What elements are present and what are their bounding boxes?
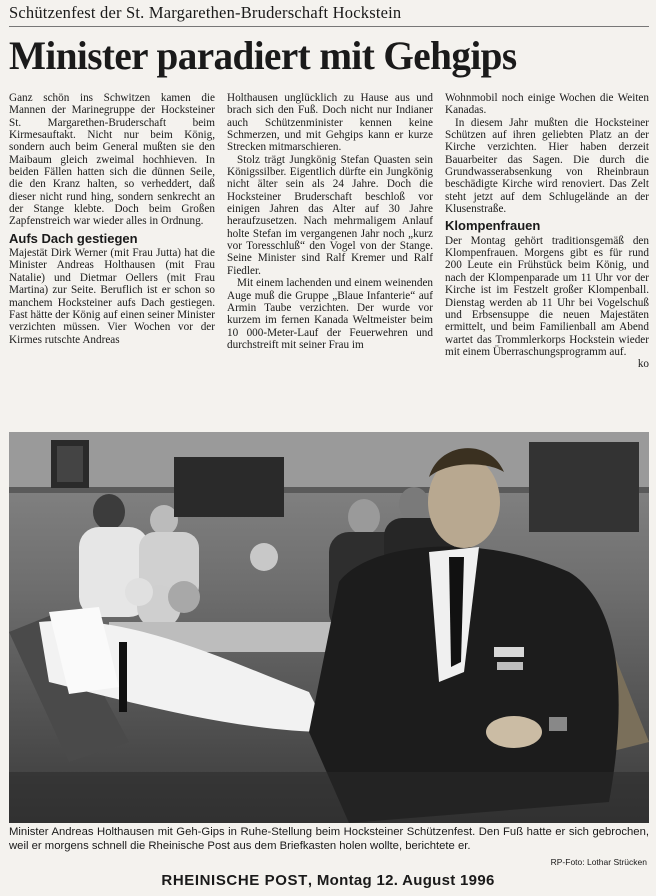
paragraph: Holthausen unglücklich zu Hause aus und brach sich den Fuß. Doch nicht nur Indianer auch Schützenminister kennen keine Schmerzen, und mit Gehgips kann er kurze Strecken mitmarschieren. [227, 92, 433, 154]
header-divider [9, 26, 649, 27]
text-column-3 [445, 92, 649, 430]
publication-footer [0, 872, 656, 889]
photo-caption: Minister Andreas Holthausen mit Geh-Gips in Ruhe-Stellung beim Hocksteiner Schützenfest. Den Fuß hatte er sich gebrochen, weil er morgens schnell die Rheinische Post aus dem Briefkasten holen wollte, berichtete er. [9, 826, 649, 852]
subheading: Klompenfrauen [445, 218, 541, 234]
article-body [9, 92, 649, 430]
newspaper-name: RHEINISCHE POST [161, 872, 308, 889]
photo-illustration [9, 432, 649, 823]
paragraph: Stolz trägt Jungkönig Stefan Quasten sein Königssilber. Eigentlich dürfte ein Jungkönig nicht älter sein als 24 Jahre. Doch die Hocksteiner Bruderschaft beschloß vor einigen Jahren das Alter auf 30 Jahre heraufzusetzen. Nach mehrmaligem Anlauf holte Stefan im vergangenen Jahr noch „kurz vor Toresschluß“ den Vogel von der Stange. Seine Minister sind Ralf Kremer und Ralf Fiedler. [227, 153, 433, 277]
paragraph: Majestät Dirk Werner (mit Frau Jutta) hat die Minister Andreas Holthausen (mit Frau Natalie) und Dietmar Oellers (mit Frau Martina) zur Seite. Beruflich ist er schon so manchem Hocksteiner aufs Dach gestiegen. Fast hätte der König auf einen seiner Minister verzichten müssen. Vier Wochen vor der Kirmes rutschte Andreas [9, 247, 215, 346]
text-column-2 [227, 92, 433, 430]
paragraph: Ganz schön ins Schwitzen kamen die Mannen der Marinegruppe der Hocksteiner St. Margarethen-Bruderschaft beim Kirmesauftakt. Nicht nur beim König, sondern auch beim General mußten sie den Maibaum gleich zweimal hochhieven. In beiden Fällen hatten sich die dünnen Seile, die den Kranz halten, so verheddert, daß dieser nicht rund hing, sondern senkrecht an der Stange klebte. Doch beim Großen Zapfenstreich war wieder alles in Ordnung. [9, 92, 215, 228]
author-signature: ko [637, 358, 649, 371]
paragraph: In diesem Jahr mußten die Hocksteiner Schützen auf ihren geliebten Platz an der Kirche verzichten. Hier haben derzeit Bauarbeiter das Sagen. Die durch die Grundwasserabsenkung von Rheinbraun beschädigte Kirche wird renoviert. Das Zelt steht jetzt auf dem Schlugelände an der Klusenstraße. [445, 116, 649, 216]
paragraph: Wohnmobil noch einige Wochen die Weiten Kanadas. [445, 92, 649, 117]
publication-date: , Montag 12. August 1996 [307, 872, 495, 889]
paragraph: Mit einem lachenden und einem weinenden Auge muß die Gruppe „Blaue Infanterie“ auf Armin Taube verzichten. Der wurde vor kurzem im fernen Kanada Weltmeister beim 10 000-Meter-Lauf der Feuerwehren und durchstreift mit seiner Frau im [227, 277, 433, 351]
subheading: Aufs Dach gestiegen [9, 230, 138, 246]
photo-credit: RP-Foto: Lothar Strücken [550, 857, 647, 867]
text-column-1 [9, 92, 215, 430]
article-headline: Minister paradiert mit Gehgips [9, 33, 517, 78]
paragraph: Der Montag gehört traditionsgemäß den Klompenfrauen. Morgens gibt es für rund 200 Leute ein Frühstück beim König, und nach der Klompenparade um 11 Uhr vor der Kirche ist im Festzelt großer Klompenball. Dienstag werden ab 11 Uhr bei Vogelschuß und Erbsensuppe die neuen Majestäten ermittelt, und beim Familienball am Abend wartet das Trommlerkorps Hockstein wieder mit einem Überraschungsprogramm auf. [445, 234, 649, 358]
article-photo [9, 432, 649, 823]
article-kicker: Schützenfest der St. Margarethen-Bruderschaft Hockstein [9, 3, 402, 22]
